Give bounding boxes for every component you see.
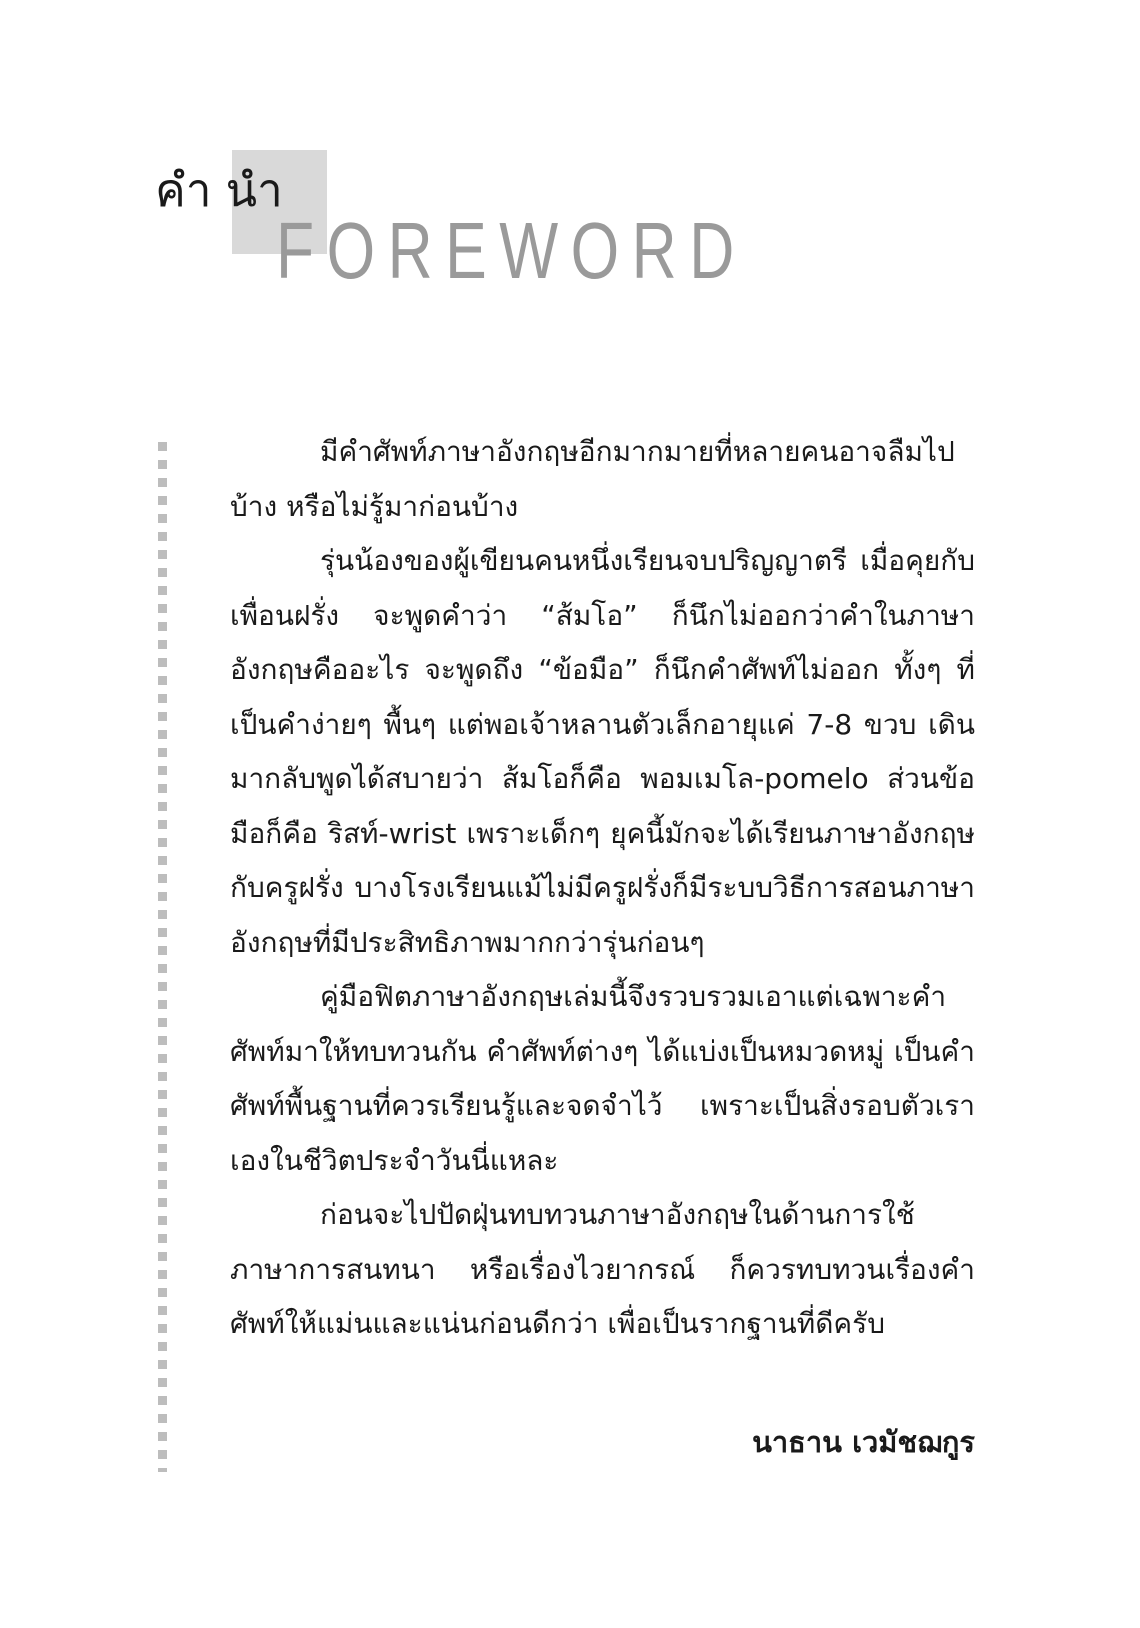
foreword-body xyxy=(230,425,975,1352)
paragraph-2: รุ่นน้องของผู้เขียนคนหนึ่งเรียนจบปริญญาตรี เมื่อคุยกับเพื่อนฝรั่ง จะพูดคำว่า “ส้มโอ” ก็นึกไม่ออกว่าคำในภาษาอังกฤษคืออะไร จะพูดถึง “ข้อมือ” ก็นึกคำศัพท์ไม่ออก ทั้งๆ ที่เป็นคำง่ายๆ พื้นๆ แต่พอเจ้าหลานตัวเล็กอายุแค่ 7-8 ขวบ เดินมากลับพูดได้สบายว่า ส้มโอก็คือ พอมเมโล-pomelo ส่วนข้อมือก็คือ ริสท์-wrist เพราะเด็กๆ ยุคนี้มักจะได้เรียนภาษาอังกฤษกับครูฝรั่ง บางโรงเรียนแม้ไม่มีครูฝรั่งก็มีระบบวิธีการสอนภาษาอังกฤษที่มีประสิทธิภาพมากกว่ารุ่นก่อนๆ xyxy=(230,544,975,959)
paragraph-3: คู่มือฟิตภาษาอังกฤษเล่มนี้จึงรวบรวมเอาแต่เฉพาะคำศัพท์มาให้ทบทวนกัน คำศัพท์ต่างๆ ได้แบ่งเป็นหมวดหมู่ เป็นคำศัพท์พื้นฐานที่ควรเรียนรู้และจดจำไว้ เพราะเป็นสิ่งรอบตัวเราเองในชีวิตประจำวันนี่แหละ xyxy=(230,980,975,1177)
author-signature: นาธาน เวมัชฌกูร xyxy=(752,1425,975,1459)
paragraph-4: ก่อนจะไปปัดฝุ่นทบทวนภาษาอังกฤษในด้านการใช้ภาษาการสนทนา หรือเรื่องไวยากรณ์ ก็ควรทบทวนเรื่องคำศัพท์ให้แม่นและแน่นก่อนดีกว่า เพื่อเป็นรากฐานที่ดีครับ xyxy=(230,1198,975,1340)
page-title-thai: คำนำ xyxy=(155,163,297,217)
page-title-english: FOREWORD xyxy=(276,206,747,295)
paragraph-1: มีคำศัพท์ภาษาอังกฤษอีกมากมายที่หลายคนอาจลืมไปบ้าง หรือไม่รู้มาก่อนบ้าง xyxy=(230,435,955,523)
decorative-dotted-rule xyxy=(158,442,167,1472)
